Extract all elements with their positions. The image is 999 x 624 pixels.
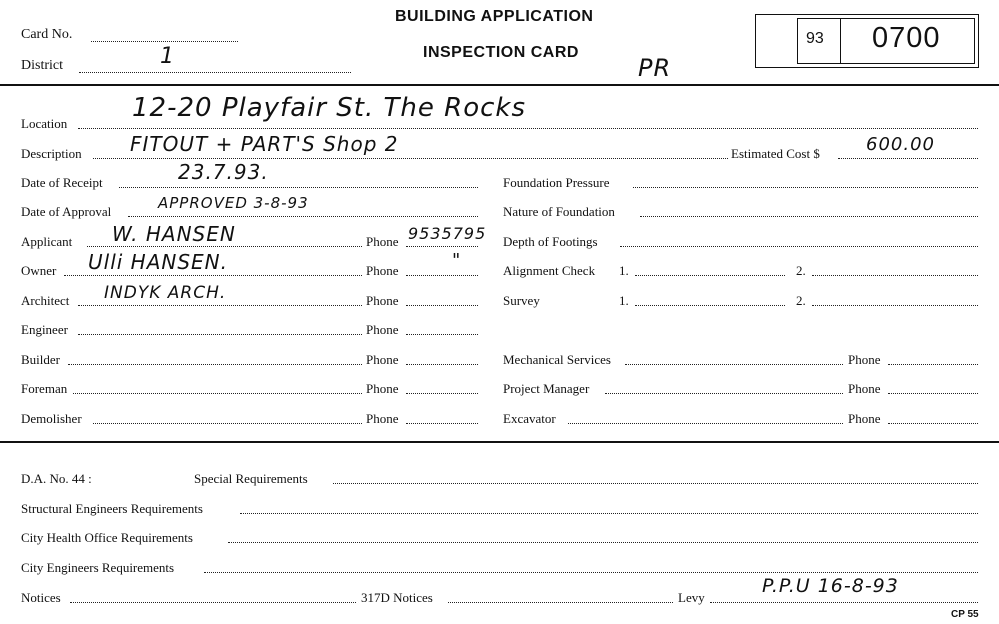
estimated-cost-value: 600.00 (866, 134, 935, 155)
builder-phone-line[interactable] (406, 364, 478, 365)
engineer-phone-label: Phone (366, 322, 399, 337)
city-engineers-line[interactable] (204, 572, 978, 573)
architect-line[interactable] (78, 305, 362, 306)
engineer-line[interactable] (78, 334, 362, 335)
levy-label: Levy (678, 590, 705, 605)
location-label: Location (21, 116, 68, 131)
foreman-label: Foreman (21, 381, 68, 396)
builder-phone-label: Phone (366, 352, 399, 367)
depth-footings-line[interactable] (620, 246, 978, 247)
foundation-pressure-line[interactable] (633, 187, 978, 188)
special-requirements-line[interactable] (333, 483, 978, 484)
excavator-phone-line[interactable] (888, 423, 978, 424)
structural-label: Structural Engineers Requirements (21, 501, 203, 516)
estimated-cost-label: Estimated Cost $ (731, 146, 820, 161)
builder-label: Builder (21, 352, 60, 367)
applicant-label: Applicant (21, 234, 73, 249)
structural-line[interactable] (240, 513, 978, 514)
city-health-label: City Health Office Requirements (21, 530, 193, 545)
owner-phone-label: Phone (366, 263, 399, 278)
mechanical-label: Mechanical Services (503, 352, 611, 367)
alignment-check-label: Alignment Check (503, 263, 596, 278)
applicant-value: W. HANSEN (112, 222, 236, 246)
date-receipt-line[interactable] (119, 187, 478, 188)
survey-label: Survey (503, 293, 540, 308)
alignment-item1-line[interactable] (635, 275, 785, 276)
foundation-pressure-label: Foundation Pressure (503, 175, 610, 190)
applicant-phone-label: Phone (366, 234, 399, 249)
demolisher-phone-label: Phone (366, 411, 399, 426)
survey-item1-label: 1. (619, 293, 629, 308)
notices-label: Notices (21, 590, 61, 605)
excavator-label: Excavator (503, 411, 556, 426)
applicant-phone-value: 9535795 (408, 224, 487, 243)
city-engineers-label: City Engineers Requirements (21, 560, 175, 575)
excavator-phone-label: Phone (848, 411, 881, 426)
survey-item2-line[interactable] (812, 305, 978, 306)
builder-line[interactable] (68, 364, 362, 365)
header-rule (0, 84, 999, 86)
date-approval-value: APPROVED 3-8-93 (158, 194, 309, 212)
date-approval-label: Date of Approval (21, 204, 112, 219)
title-line2: INSPECTION CARD (423, 44, 579, 61)
city-health-line[interactable] (228, 542, 978, 543)
owner-line[interactable] (64, 275, 362, 276)
owner-phone-value: " (452, 250, 462, 271)
applicant-line[interactable] (87, 246, 362, 247)
foreman-line[interactable] (73, 393, 362, 394)
year-value: 93 (806, 30, 824, 47)
applicant-phone-line[interactable] (406, 246, 478, 247)
date-approval-line[interactable] (128, 216, 478, 217)
mechanical-phone-label: Phone (848, 352, 881, 367)
district-line[interactable] (79, 72, 351, 73)
owner-phone-line[interactable] (406, 275, 478, 276)
levy-value: P.P.U 16-8-93 (762, 575, 899, 597)
owner-value: Ulli HANSEN. (88, 250, 228, 274)
project-manager-phone-label: Phone (848, 381, 881, 396)
special-requirements-label: Special Requirements (194, 471, 308, 486)
alignment-item2-label: 2. (796, 263, 806, 278)
alignment-item1-label: 1. (619, 263, 629, 278)
architect-value: INDYK ARCH. (104, 283, 227, 303)
initials: PR (638, 54, 672, 82)
estimated-cost-line[interactable] (838, 158, 978, 159)
demolisher-label: Demolisher (21, 411, 82, 426)
depth-footings-label: Depth of Footings (503, 234, 598, 249)
owner-label: Owner (21, 263, 57, 278)
district-label: District (21, 58, 63, 73)
title-line1: BUILDING APPLICATION (395, 8, 594, 25)
notices-317d-line[interactable] (448, 602, 673, 603)
architect-label: Architect (21, 293, 70, 308)
description-value: FITOUT + PART'S Shop 2 (130, 132, 399, 156)
levy-line[interactable] (710, 602, 978, 603)
demolisher-line[interactable] (93, 423, 362, 424)
engineer-phone-line[interactable] (406, 334, 478, 335)
location-value: 12-20 Playfair St. The Rocks (132, 93, 527, 123)
da-no-label: D.A. No. 44 : (21, 471, 92, 486)
location-line[interactable] (78, 128, 978, 129)
description-line[interactable] (93, 158, 728, 159)
mechanical-line[interactable] (625, 364, 843, 365)
project-manager-line[interactable] (605, 393, 843, 394)
demolisher-phone-line[interactable] (406, 423, 478, 424)
description-label: Description (21, 146, 82, 161)
mechanical-phone-line[interactable] (888, 364, 978, 365)
project-manager-phone-line[interactable] (888, 393, 978, 394)
district-value: 1 (160, 44, 175, 69)
card-no-line[interactable] (91, 41, 238, 42)
survey-item1-line[interactable] (635, 305, 785, 306)
form-code: CP 55 (951, 609, 979, 620)
foreman-phone-line[interactable] (406, 393, 478, 394)
date-receipt-value: 23.7.93. (178, 160, 269, 184)
excavator-line[interactable] (568, 423, 843, 424)
engineer-label: Engineer (21, 322, 68, 337)
architect-phone-label: Phone (366, 293, 399, 308)
notices-317d-label: 317D Notices (361, 590, 433, 605)
architect-phone-line[interactable] (406, 305, 478, 306)
nature-foundation-label: Nature of Foundation (503, 204, 615, 219)
number-value: 0700 (872, 22, 941, 54)
project-manager-label: Project Manager (503, 381, 590, 396)
alignment-item2-line[interactable] (812, 275, 978, 276)
date-receipt-label: Date of Receipt (21, 175, 103, 190)
survey-item2-label: 2. (796, 293, 806, 308)
middle-rule (0, 441, 999, 443)
nature-foundation-line[interactable] (640, 216, 978, 217)
notices-line[interactable] (70, 602, 356, 603)
foreman-phone-label: Phone (366, 381, 399, 396)
card-no-label: Card No. (21, 27, 73, 42)
